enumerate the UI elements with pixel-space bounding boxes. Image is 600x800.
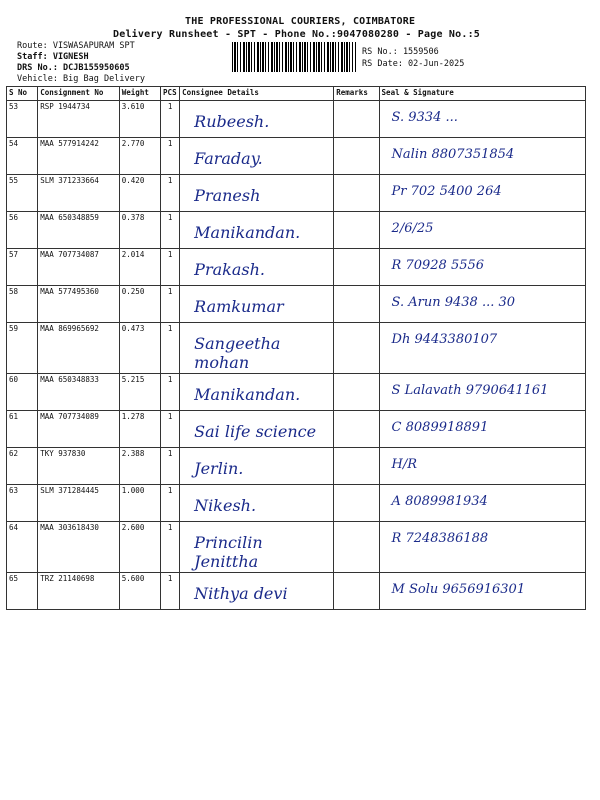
cell-consignment: SLM 371233664 xyxy=(38,175,120,212)
cell-sno: 65 xyxy=(7,573,38,610)
cell-pcs: 1 xyxy=(161,138,180,175)
table-row xyxy=(7,485,586,522)
table-row xyxy=(7,374,586,411)
cell-weight: 2.600 xyxy=(119,522,160,573)
cell-consignment: SLM 371284445 xyxy=(38,485,120,522)
cell-consignment: MAA 577495360 xyxy=(38,286,120,323)
table-row xyxy=(7,212,586,249)
cell-consignment: MAA 650348833 xyxy=(38,374,120,411)
cell-pcs: 1 xyxy=(161,212,180,249)
cell-signature xyxy=(379,485,585,522)
cell-consignee xyxy=(180,411,334,448)
handwritten-signature: Pr 702 5400 264 xyxy=(391,184,502,199)
handwritten-consignee: Princilin Jenittha xyxy=(194,533,263,571)
cell-remarks xyxy=(334,411,379,448)
cell-sno: 55 xyxy=(7,175,38,212)
handwritten-signature: S Lalavath 9790641161 xyxy=(391,383,549,398)
table-header-row xyxy=(7,87,586,101)
cell-consignee xyxy=(180,522,334,573)
rs-number: RS No.: 1559506 xyxy=(362,47,439,57)
cell-sno: 57 xyxy=(7,249,38,286)
cell-weight: 2.388 xyxy=(119,448,160,485)
table-row xyxy=(7,323,586,374)
col-signature: Seal & Signature xyxy=(379,87,585,101)
cell-signature xyxy=(379,573,585,610)
cell-sno: 61 xyxy=(7,411,38,448)
cell-consignee xyxy=(180,212,334,249)
cell-signature xyxy=(379,522,585,573)
handwritten-signature: R 70928 5556 xyxy=(391,258,485,273)
runsheet-table xyxy=(6,86,586,610)
cell-pcs: 1 xyxy=(161,286,180,323)
cell-weight: 0.378 xyxy=(119,212,160,249)
cell-consignee xyxy=(180,485,334,522)
cell-signature xyxy=(379,374,585,411)
table-row xyxy=(7,249,586,286)
handwritten-signature: C 8089918891 xyxy=(391,420,489,435)
cell-remarks xyxy=(334,212,379,249)
cell-weight: 0.473 xyxy=(119,323,160,374)
cell-consignment: MAA 707734089 xyxy=(38,411,120,448)
cell-sno: 54 xyxy=(7,138,38,175)
cell-weight: 1.000 xyxy=(119,485,160,522)
cell-pcs: 1 xyxy=(161,522,180,573)
handwritten-consignee: Pranesh xyxy=(194,186,261,205)
col-remarks: Remarks xyxy=(334,87,379,101)
cell-pcs: 1 xyxy=(161,485,180,522)
handwritten-consignee: Nithya devi xyxy=(194,584,288,603)
cell-weight: 1.278 xyxy=(119,411,160,448)
company-title: THE PROFESSIONAL COURIERS, COIMBATORE xyxy=(185,16,416,27)
handwritten-signature: A 8089981934 xyxy=(391,494,488,509)
cell-sno: 56 xyxy=(7,212,38,249)
cell-signature xyxy=(379,175,585,212)
cell-remarks xyxy=(334,101,379,138)
cell-signature xyxy=(379,286,585,323)
cell-weight: 2.014 xyxy=(119,249,160,286)
cell-consignment: MAA 303618430 xyxy=(38,522,120,573)
cell-pcs: 1 xyxy=(161,101,180,138)
cell-signature xyxy=(379,411,585,448)
cell-consignee xyxy=(180,323,334,374)
handwritten-consignee: Ramkumar xyxy=(194,297,284,316)
table-row xyxy=(7,175,586,212)
cell-sno: 62 xyxy=(7,448,38,485)
cell-signature xyxy=(379,249,585,286)
cell-consignment: MAA 707734087 xyxy=(38,249,120,286)
table-row xyxy=(7,448,586,485)
cell-sno: 63 xyxy=(7,485,38,522)
cell-consignee xyxy=(180,448,334,485)
handwritten-consignee: Sai life science xyxy=(194,422,317,441)
table-row xyxy=(7,138,586,175)
cell-signature xyxy=(379,448,585,485)
handwritten-signature: S. Arun 9438 ... 30 xyxy=(391,295,516,310)
route-label: Route: VISWASAPURAM SPT xyxy=(17,41,135,51)
cell-weight: 2.770 xyxy=(119,138,160,175)
handwritten-signature: 2/6/25 xyxy=(391,221,434,236)
runsheet-title: Delivery Runsheet - SPT - Phone No.:9047080280 - Page No.:5 xyxy=(113,29,481,40)
cell-consignment: MAA 577914242 xyxy=(38,138,120,175)
cell-remarks xyxy=(334,573,379,610)
drs-label: DRS No.: DCJB155950605 xyxy=(17,63,130,73)
cell-pcs: 1 xyxy=(161,175,180,212)
cell-signature xyxy=(379,138,585,175)
vehicle-label: Vehicle: Big Bag Delivery xyxy=(17,74,145,84)
staff-label: Staff: VIGNESH xyxy=(17,52,89,62)
cell-weight: 0.420 xyxy=(119,175,160,212)
handwritten-consignee: Faraday. xyxy=(194,149,263,168)
table-row xyxy=(7,522,586,573)
cell-consignment: TKY 937830 xyxy=(38,448,120,485)
cell-sno: 53 xyxy=(7,101,38,138)
cell-pcs: 1 xyxy=(161,249,180,286)
cell-pcs: 1 xyxy=(161,323,180,374)
handwritten-signature: Dh 9443380107 xyxy=(391,332,498,347)
handwritten-consignee: Manikandan. xyxy=(194,223,301,242)
cell-consignee xyxy=(180,249,334,286)
cell-remarks xyxy=(334,323,379,374)
cell-signature xyxy=(379,101,585,138)
barcode xyxy=(232,42,356,72)
cell-consignment: MAA 650348859 xyxy=(38,212,120,249)
handwritten-consignee: Rubeesh. xyxy=(194,112,270,131)
cell-remarks xyxy=(334,286,379,323)
cell-sno: 60 xyxy=(7,374,38,411)
cell-weight: 0.250 xyxy=(119,286,160,323)
handwritten-signature: S. 9334 ... xyxy=(391,110,458,125)
cell-weight: 3.610 xyxy=(119,101,160,138)
cell-remarks xyxy=(334,175,379,212)
cell-sno: 64 xyxy=(7,522,38,573)
cell-consignee xyxy=(180,573,334,610)
cell-signature xyxy=(379,212,585,249)
cell-pcs: 1 xyxy=(161,448,180,485)
handwritten-consignee: Jerlin. xyxy=(194,459,244,478)
handwritten-consignee: Manikandan. xyxy=(194,385,301,404)
col-pcs: PCS xyxy=(161,87,180,101)
cell-remarks xyxy=(334,522,379,573)
col-consignment: Consignment No xyxy=(38,87,120,101)
cell-remarks xyxy=(334,485,379,522)
table-row xyxy=(7,411,586,448)
cell-consignee xyxy=(180,138,334,175)
cell-pcs: 1 xyxy=(161,411,180,448)
table-row xyxy=(7,573,586,610)
cell-consignee xyxy=(180,374,334,411)
col-weight: Weight xyxy=(119,87,160,101)
cell-remarks xyxy=(334,448,379,485)
table-row xyxy=(7,286,586,323)
cell-pcs: 1 xyxy=(161,374,180,411)
cell-pcs: 1 xyxy=(161,573,180,610)
cell-weight: 5.215 xyxy=(119,374,160,411)
cell-sno: 59 xyxy=(7,323,38,374)
cell-consignment: RSP 1944734 xyxy=(38,101,120,138)
handwritten-consignee: Nikesh. xyxy=(194,496,257,515)
handwritten-signature: M Solu 9656916301 xyxy=(391,582,526,597)
cell-consignee xyxy=(180,286,334,323)
cell-consignee xyxy=(180,101,334,138)
handwritten-signature: Nalin 8807351854 xyxy=(391,147,515,162)
handwritten-consignee: Prakash. xyxy=(194,260,265,279)
cell-signature xyxy=(379,323,585,374)
cell-remarks xyxy=(334,249,379,286)
cell-consignment: MAA 869965692 xyxy=(38,323,120,374)
cell-consignee xyxy=(180,175,334,212)
handwritten-signature: R 7248386188 xyxy=(391,531,489,546)
cell-weight: 5.600 xyxy=(119,573,160,610)
cell-remarks xyxy=(334,374,379,411)
cell-remarks xyxy=(334,138,379,175)
col-consignee: Consignee Details xyxy=(180,87,334,101)
cell-consignment: TRZ 21140698 xyxy=(38,573,120,610)
cell-sno: 58 xyxy=(7,286,38,323)
handwritten-consignee: Sangeetha mohan xyxy=(194,334,281,372)
table-row xyxy=(7,101,586,138)
col-sno: S No xyxy=(7,87,38,101)
handwritten-signature: H/R xyxy=(391,457,418,472)
rs-date: RS Date: 02-Jun-2025 xyxy=(362,59,465,69)
